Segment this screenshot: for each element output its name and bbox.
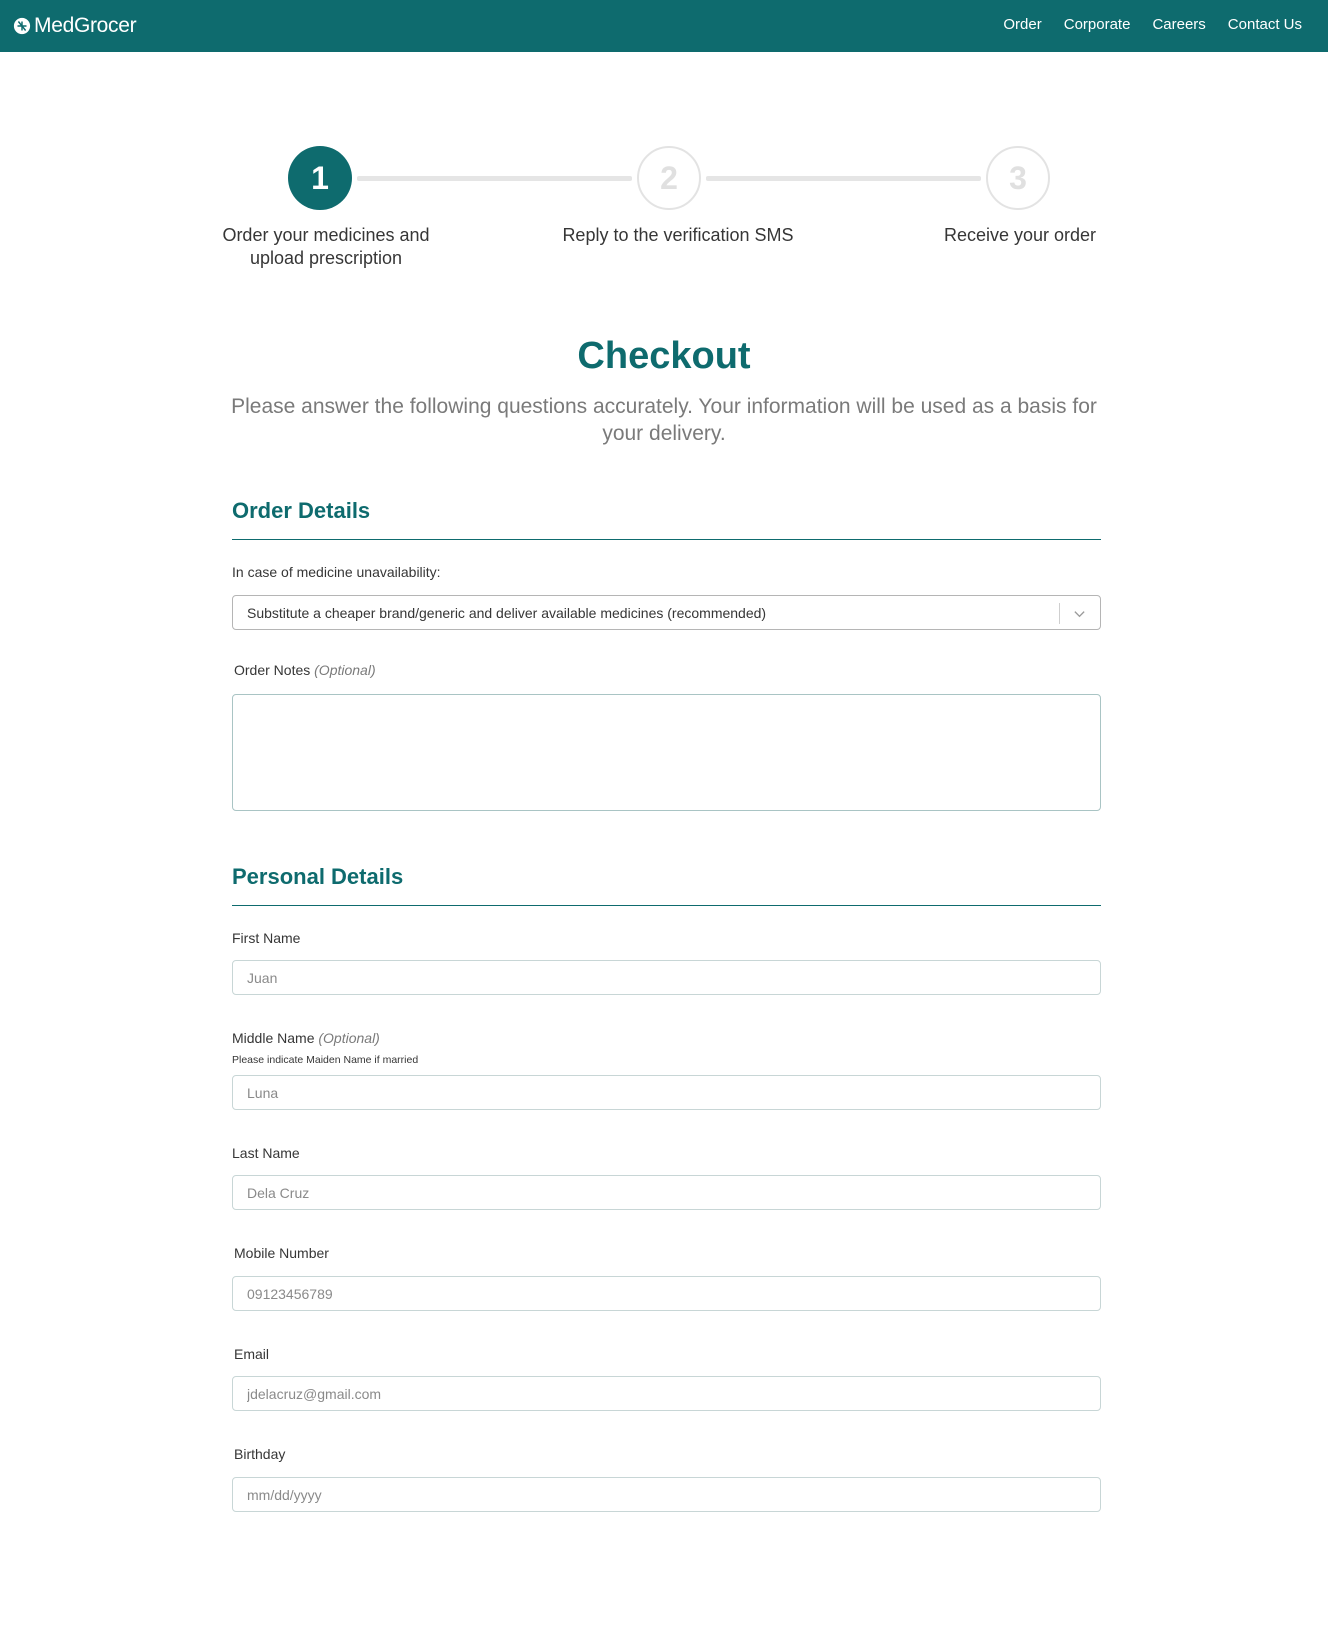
middle-name-label [232,1030,380,1046]
middle-name-input[interactable] [232,1075,1101,1110]
personal-details-heading: Personal Details [232,864,404,889]
last-name-input[interactable] [232,1175,1101,1210]
step-1-label [206,224,446,270]
chevron-down-icon [1073,607,1086,620]
page-title: Checkout [577,335,751,377]
step-2-label: Reply to the verification SMS [562,225,794,245]
middle-name-label-text: Middle Name [232,1030,315,1046]
brand-name: MedGrocer [34,14,137,37]
step-connector-2-3 [706,176,981,181]
unavailability-select-value: Substitute a cheaper brand/generic and deliver available medicines (recommended) [247,605,767,621]
nav-item-contact-us[interactable]: Contact Us [1227,16,1302,33]
unavailability-select[interactable] [232,595,1101,630]
birthday-input[interactable] [232,1477,1101,1512]
step-3-label: Receive your order [943,225,1097,245]
mobile-number-label: Mobile Number [234,1245,329,1261]
first-name-label: First Name [232,930,301,946]
first-name-input[interactable] [232,960,1101,995]
email-input[interactable] [232,1376,1101,1411]
order-notes-optional: (Optional) [314,662,376,678]
step-3-circle: 3 [986,146,1050,210]
order-notes-label-text: Order Notes [234,662,311,678]
middle-name-optional: (Optional) [318,1030,380,1046]
nav-item-corporate[interactable]: Corporate [1063,16,1131,33]
nav-item-order[interactable]: Order [1003,16,1042,33]
unavailability-label: In case of medicine unavailability: [232,564,441,580]
email-label: Email [234,1346,270,1362]
step-1-circle: 1 [288,146,352,210]
step-2-circle: 2 [637,146,701,210]
order-notes-label [234,662,376,678]
middle-name-help: Please indicate Maiden Name if married [232,1054,419,1066]
progress-stepper [0,0,1328,280]
select-divider [1059,603,1060,624]
step-connector-1-2 [357,176,632,181]
order-details-divider [232,539,1101,540]
order-details-heading: Order Details [232,498,371,523]
birthday-label: Birthday [234,1446,286,1462]
page-subtitle: Please answer the following questions accurately. Your information will be used as a basis for your delivery. [231,395,1097,445]
step-1-label-line2: upload prescription [249,248,403,268]
mobile-number-input[interactable] [232,1276,1101,1311]
personal-details-divider [232,905,1101,906]
order-notes-textarea[interactable] [232,694,1101,811]
nav-item-careers[interactable]: Careers [1152,16,1206,33]
last-name-label: Last Name [232,1145,300,1161]
step-1-label-line1: Order your medicines and [222,225,430,245]
